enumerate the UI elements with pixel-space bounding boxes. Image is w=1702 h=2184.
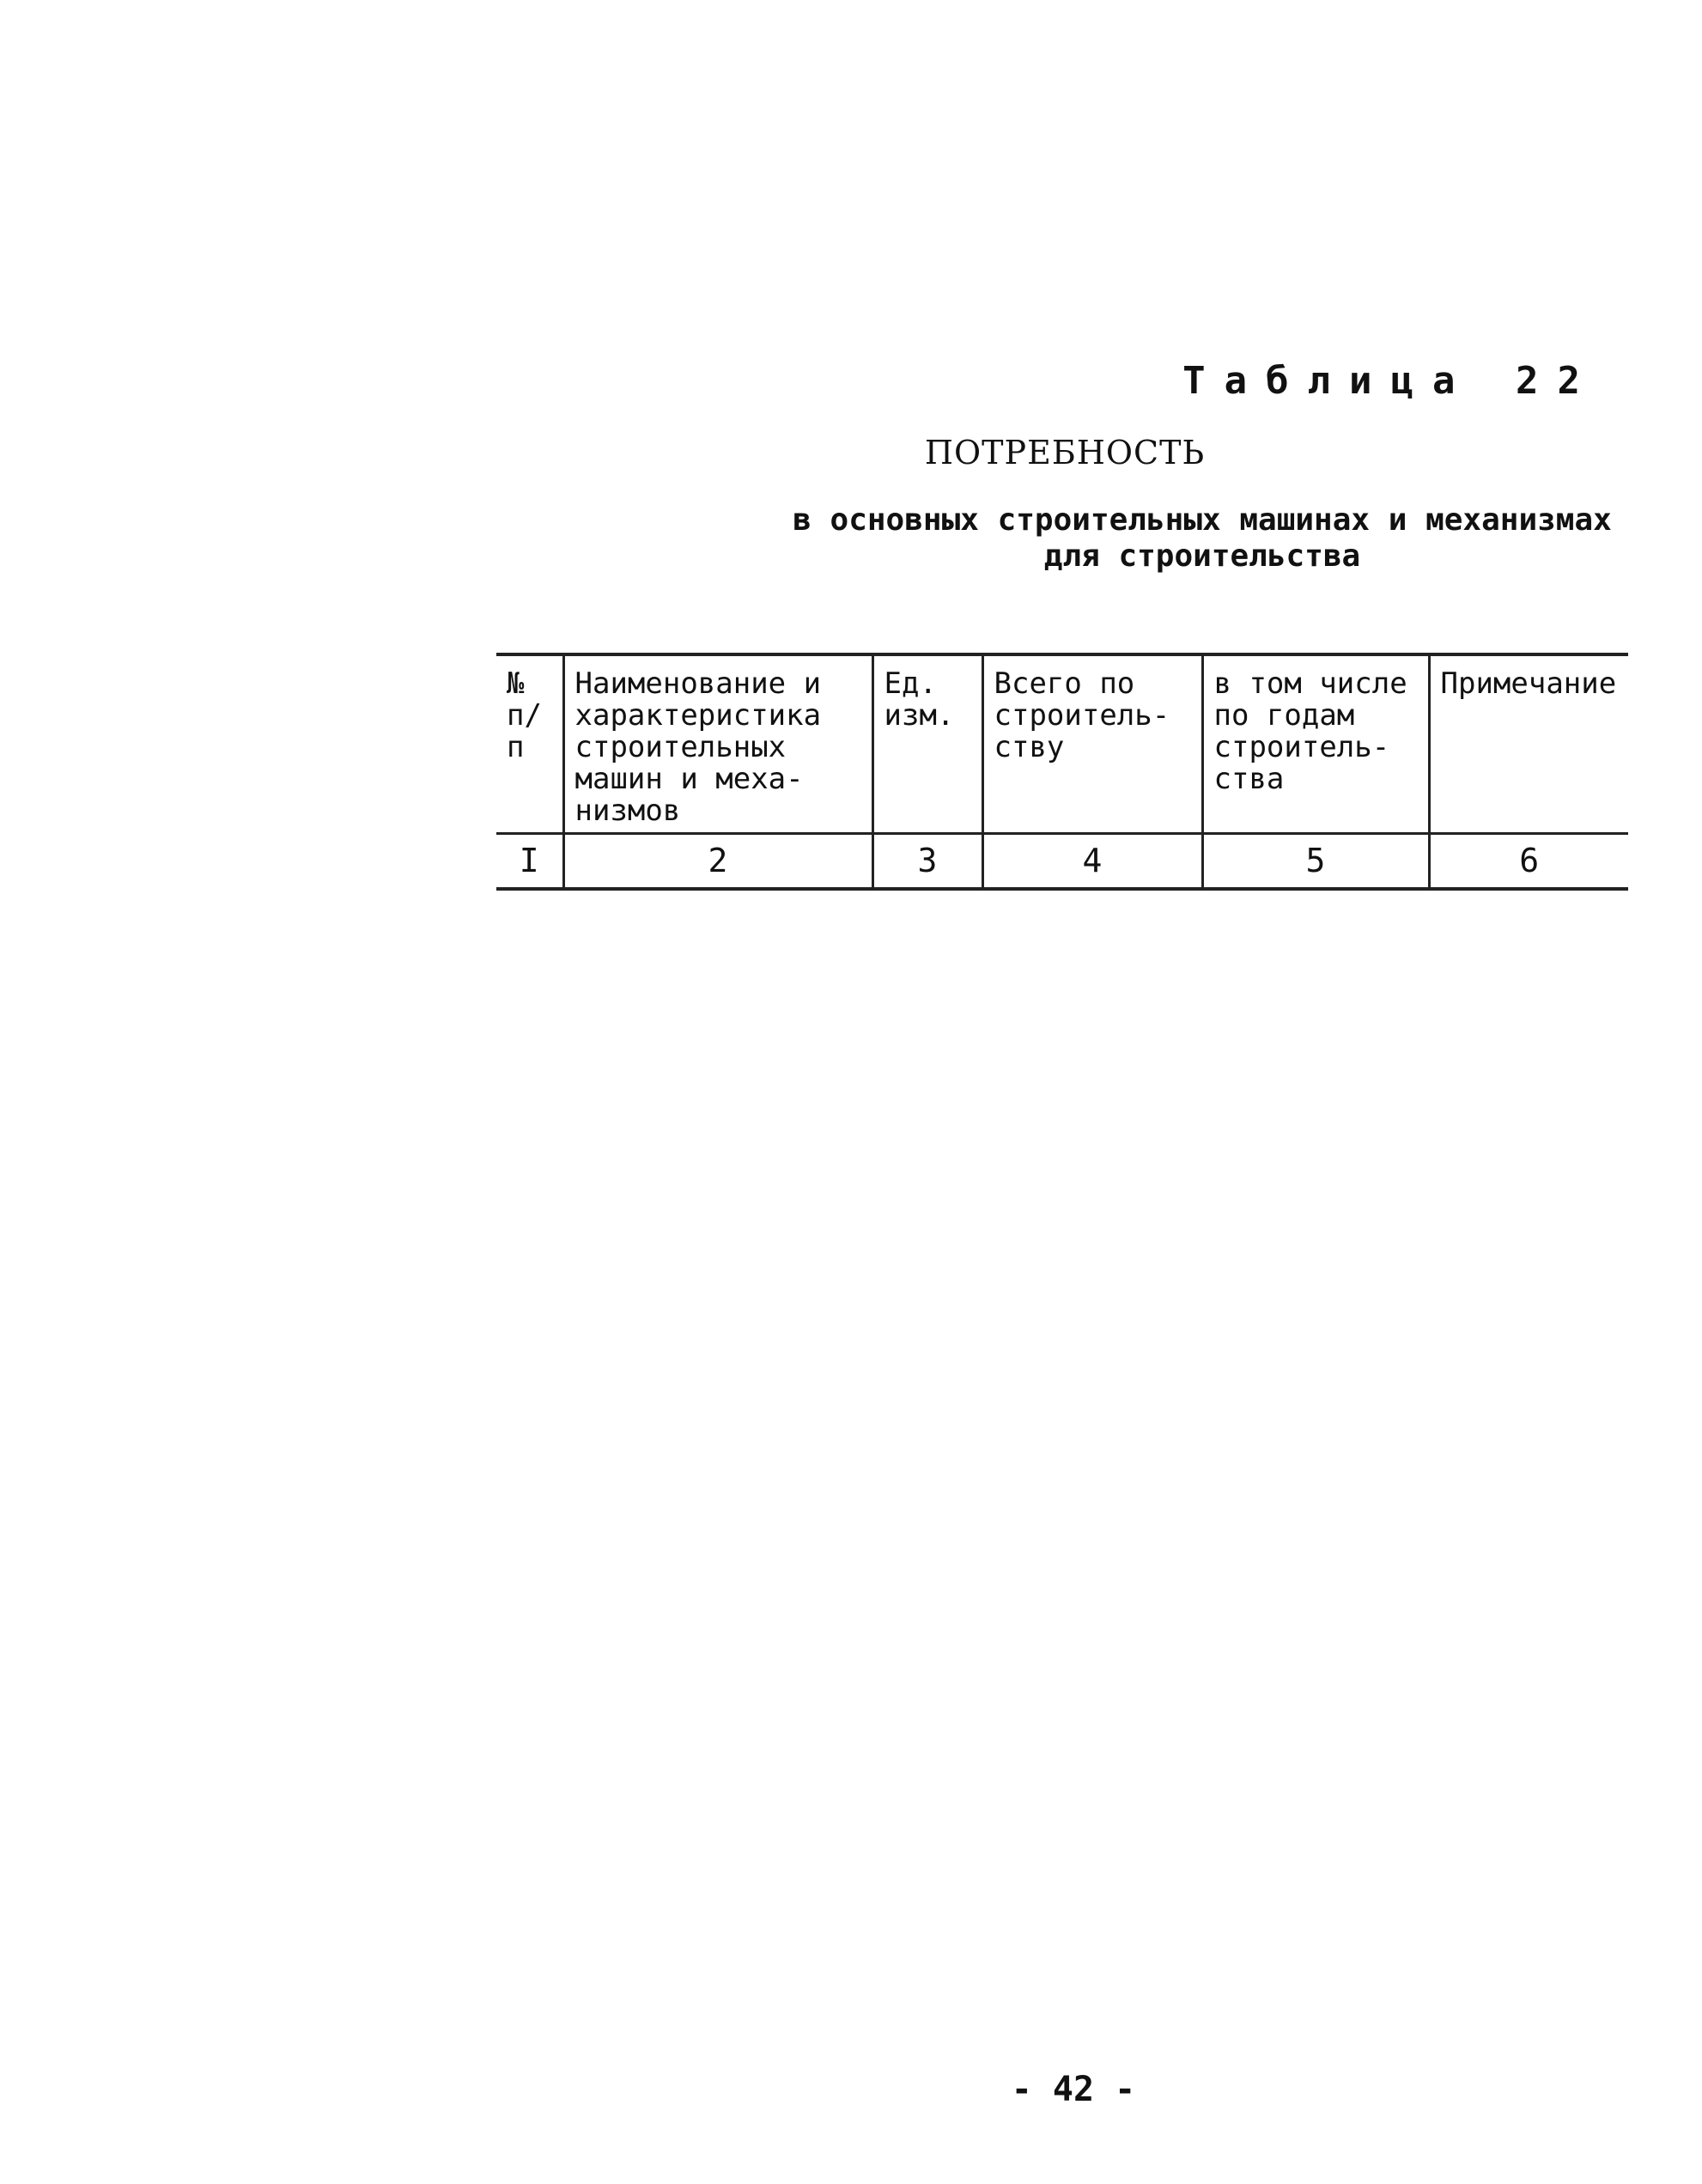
column-number: 2	[563, 834, 872, 890]
header-total: Всего по строитель- ству	[982, 654, 1202, 834]
column-numbering-row	[496, 834, 1628, 890]
table-label: Таблица 22	[1182, 359, 1599, 403]
header-item-number: № п/п	[496, 654, 563, 834]
column-number: I	[496, 834, 563, 890]
column-number: 3	[872, 834, 982, 890]
table-header-row	[496, 654, 1628, 834]
column-number: 4	[982, 834, 1202, 890]
header-unit: Ед. изм.	[872, 654, 982, 834]
column-number: 5	[1202, 834, 1429, 890]
document-title: ПОТРЕБНОСТЬ	[924, 434, 1206, 471]
header-machine-name: Наименование и характеристика строительных машин и меха- низмов	[563, 654, 872, 834]
subtitle-line: для строительства	[1043, 538, 1361, 574]
document-subtitle	[601, 502, 1702, 575]
subtitle-line: в основных строительных машинах и механизмах	[793, 502, 1612, 538]
column-number: 6	[1429, 834, 1628, 890]
machinery-requirements-table	[496, 653, 1628, 891]
header-by-years: в том числе по годам строитель- ства	[1202, 654, 1429, 834]
page-number: - 42 -	[1011, 2070, 1136, 2109]
header-note: Примечание	[1429, 654, 1628, 834]
